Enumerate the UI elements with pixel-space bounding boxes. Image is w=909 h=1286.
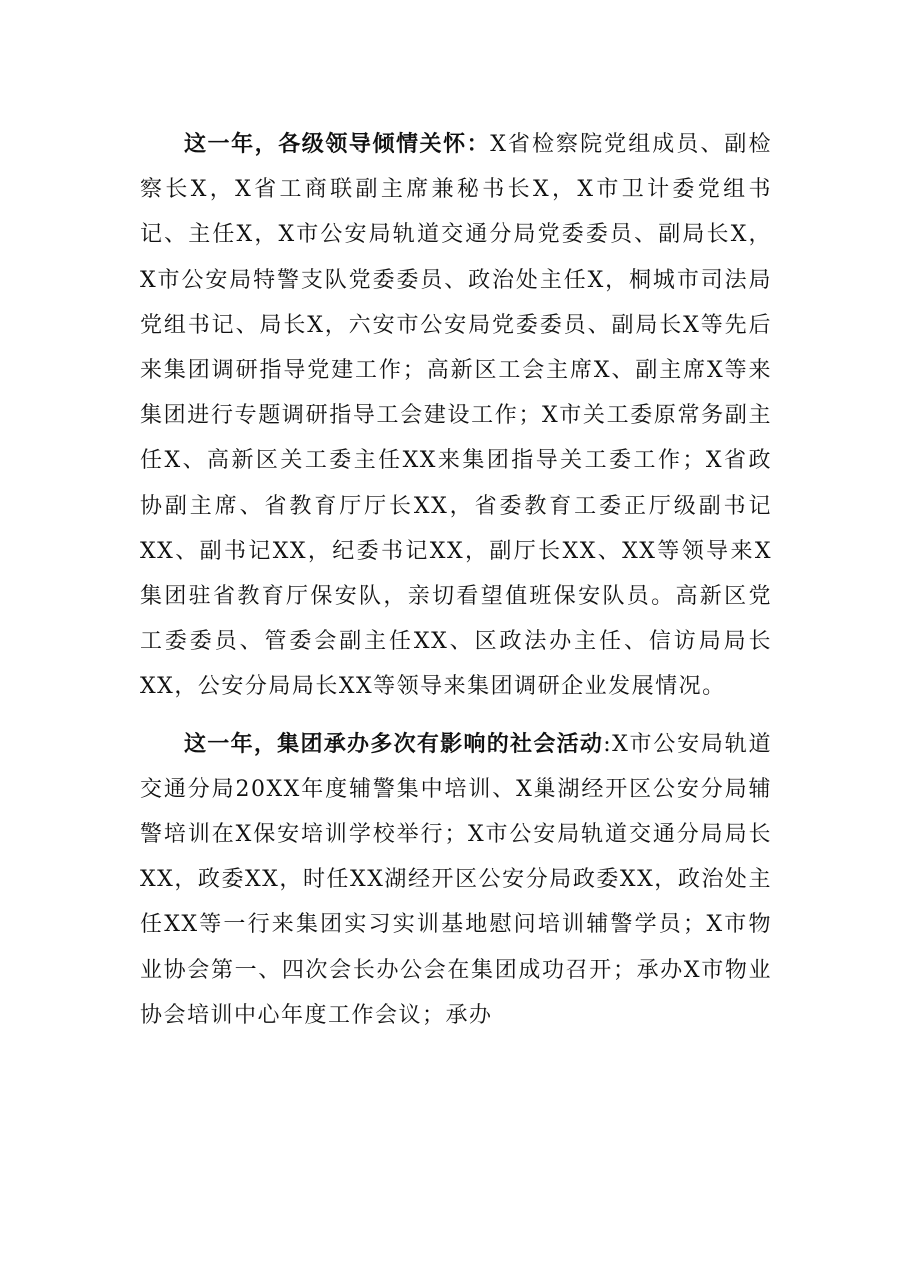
paragraph-body-text: :X市公安局轨道交通分局20XX年度辅警集中培训、X巢湖经开区公安分局辅警培训在X保安培训学校举行；X市公安局轨道交通分局局长XX，政委XX，时任XX湖经开区公安分局政委XX，政治处主任XX等一行来集团实习实训基地慰问培训辅警学员；X市物业协会第一、四次会长办公会在集团成功召开；承办X市物业协会培训中心年度工作会议；承办	[140, 731, 772, 1028]
paragraph-lead-heading: 这一年，集团承办多次有影响的社会活动	[184, 731, 604, 757]
document-body	[140, 122, 772, 1038]
paragraph-lead-heading: 这一年，各级领导倾情关怀：	[184, 132, 491, 157]
paragraph-body-text: X省检察院党组成员、副检察长X，X省工商联副主席兼秘书长X，X市卫计委党组书记、主任X，X市公安局轨道交通分局党委委员、副局长X，X市公安局特警支队党委委员、政治处主任X，桐城市司法局党组书记、局长X，六安市公安局党委委员、副局长X等先后来集团调研指导党建工作；高新区工会主席X、副主席X等来集团进行专题调研指导工会建设工作；X市关工委原常务副主任X、高新区关工委主任XX来集团指导关工委工作；X省政协副主席、省教育厅厅长XX，省委教育工委正厅级副书记XX、副书记XX，纪委书记XX，副厅长XX、XX等领导来X集团驻省教育厅保安队，亲切看望值班保安队员。高新区党工委委员、管委会副主任XX、区政法办主任、信访局局长XX，公安分局局长XX等领导来集团调研企业发展情况。	[140, 132, 772, 700]
paragraph-leadership-care	[140, 122, 772, 710]
paragraph-social-activities	[140, 722, 772, 1038]
